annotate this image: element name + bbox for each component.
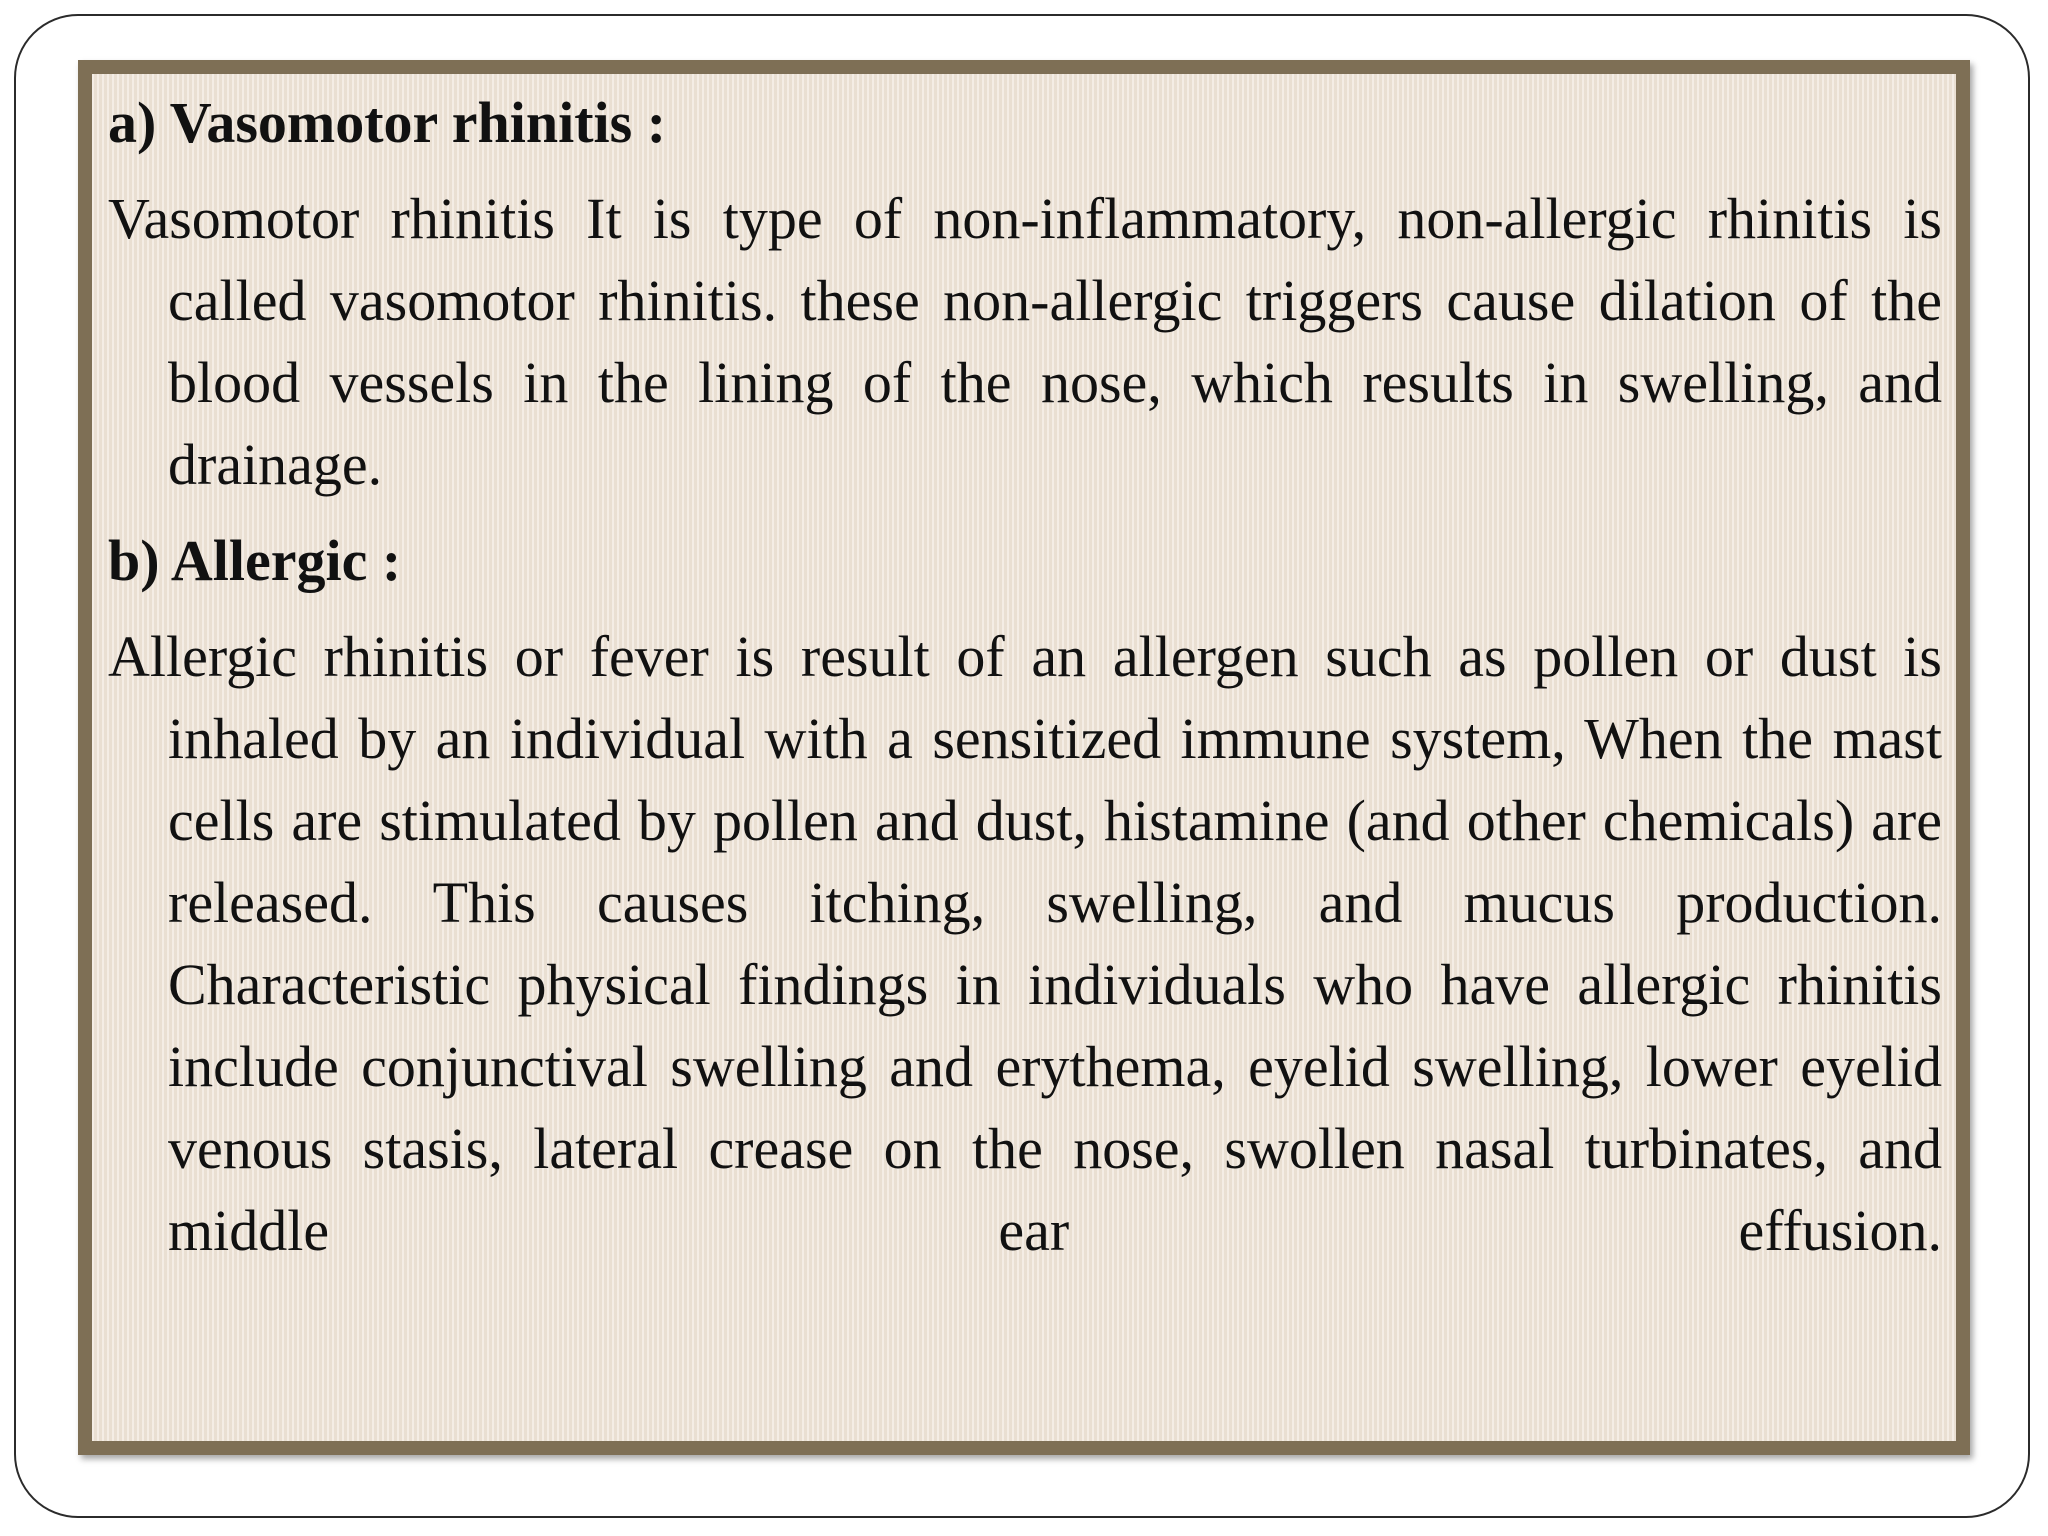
section-heading-allergic: b) Allergic : [108, 528, 402, 593]
section-body-vasomotor: Vasomotor rhinitis It is type of non-inflammatory, non-allergic rhinitis is called vasomotor rhinitis. these non-allergic triggers cause dilation of the blood vessels in the lining of the nose, which results in swelling, and drainage. [108, 186, 1942, 497]
section-heading-vasomotor: a) Vasomotor rhinitis : [108, 90, 667, 155]
section-body-allergic: Allergic rhinitis or fever is result of an allergen such as pollen or dust is inhaled by an individual with a sensitized immune system, When the mast cells are stimulated by pollen and dust, histamine (and other chemicals) are released. This causes itching, swelling, and mucus production. Characteristic physical findings in individuals who have allergic rhinitis include conjunctival swelling and erythema, eyelid swelling, lower eyelid venous stasis, lateral crease on the nose, swollen nasal turbinates, and middle ear effusion. [108, 624, 1942, 1263]
slide-text-area [108, 82, 1942, 1286]
